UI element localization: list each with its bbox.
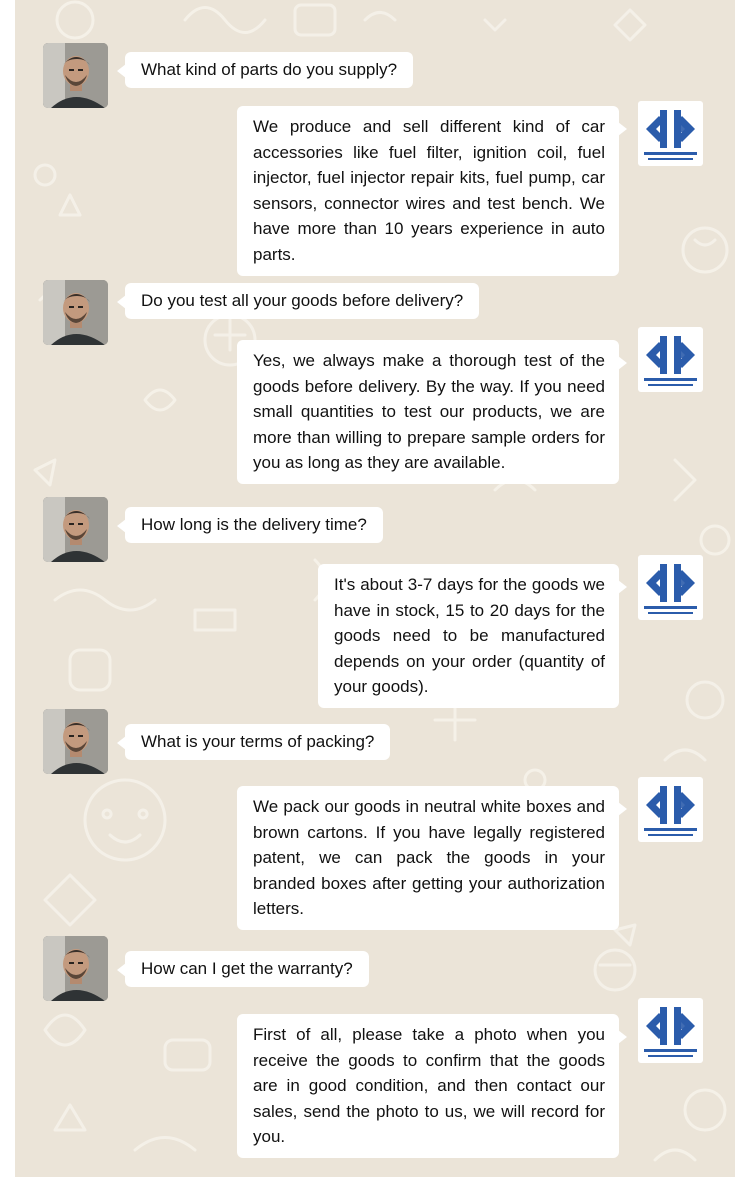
customer-avatar-icon xyxy=(43,280,108,345)
supplier-answer-bubble: It's about 3-7 days for the goods we have in stock, 15 to 20 days for the goods need to be manufactured depends on your order (quantity of your goods). xyxy=(318,564,619,708)
chat-panel[interactable] xyxy=(15,0,735,1177)
supplier-answer-bubble: We pack our goods in neutral white boxes and brown cartons. If you have legally registered patent, we can pack the goods in your branded boxes after getting your authorization letters. xyxy=(237,786,619,930)
supplier-answer-bubble: We produce and sell different kind of car accessories like fuel filter, ignition coil, fuel injector, fuel injector repair kits, fuel pump, car sensors, connector wires and test bench. We have more than 10 years experience in auto parts. xyxy=(237,106,619,276)
customer-avatar[interactable] xyxy=(43,43,108,108)
customer-question-bubble: How can I get the warranty? xyxy=(125,951,369,987)
supplier-answer-bubble: Yes, we always make a thorough test of the goods before delivery. By the way. If you need small quantities to test our products, we are more than willing to prepare sample orders for you as long as they are available. xyxy=(237,340,619,484)
customer-avatar-icon xyxy=(43,936,108,1001)
kg-auto-parts-logo-icon xyxy=(638,777,703,842)
customer-avatar-icon xyxy=(43,497,108,562)
kg-auto-parts-logo-icon xyxy=(638,555,703,620)
kg-auto-parts-logo-icon xyxy=(638,327,703,392)
supplier-answer-bubble: First of all, please take a photo when you receive the goods to confirm that the goods are in good condition, and then contact our sales, send the photo to us, we will record for you. xyxy=(237,1014,619,1158)
customer-avatar[interactable] xyxy=(43,936,108,1001)
customer-avatar[interactable] xyxy=(43,497,108,562)
supplier-logo[interactable] xyxy=(638,327,703,392)
customer-question-bubble: What is your terms of packing? xyxy=(125,724,390,760)
customer-question-bubble: How long is the delivery time? xyxy=(125,507,383,543)
supplier-logo[interactable] xyxy=(638,777,703,842)
supplier-logo[interactable] xyxy=(638,101,703,166)
kg-auto-parts-logo-icon xyxy=(638,998,703,1063)
supplier-logo[interactable] xyxy=(638,998,703,1063)
customer-avatar-icon xyxy=(43,43,108,108)
customer-avatar[interactable] xyxy=(43,709,108,774)
supplier-logo[interactable] xyxy=(638,555,703,620)
customer-question-bubble: Do you test all your goods before delivery? xyxy=(125,283,479,319)
customer-avatar-icon xyxy=(43,709,108,774)
customer-question-bubble: What kind of parts do you supply? xyxy=(125,52,413,88)
customer-avatar[interactable] xyxy=(43,280,108,345)
kg-auto-parts-logo-icon xyxy=(638,101,703,166)
